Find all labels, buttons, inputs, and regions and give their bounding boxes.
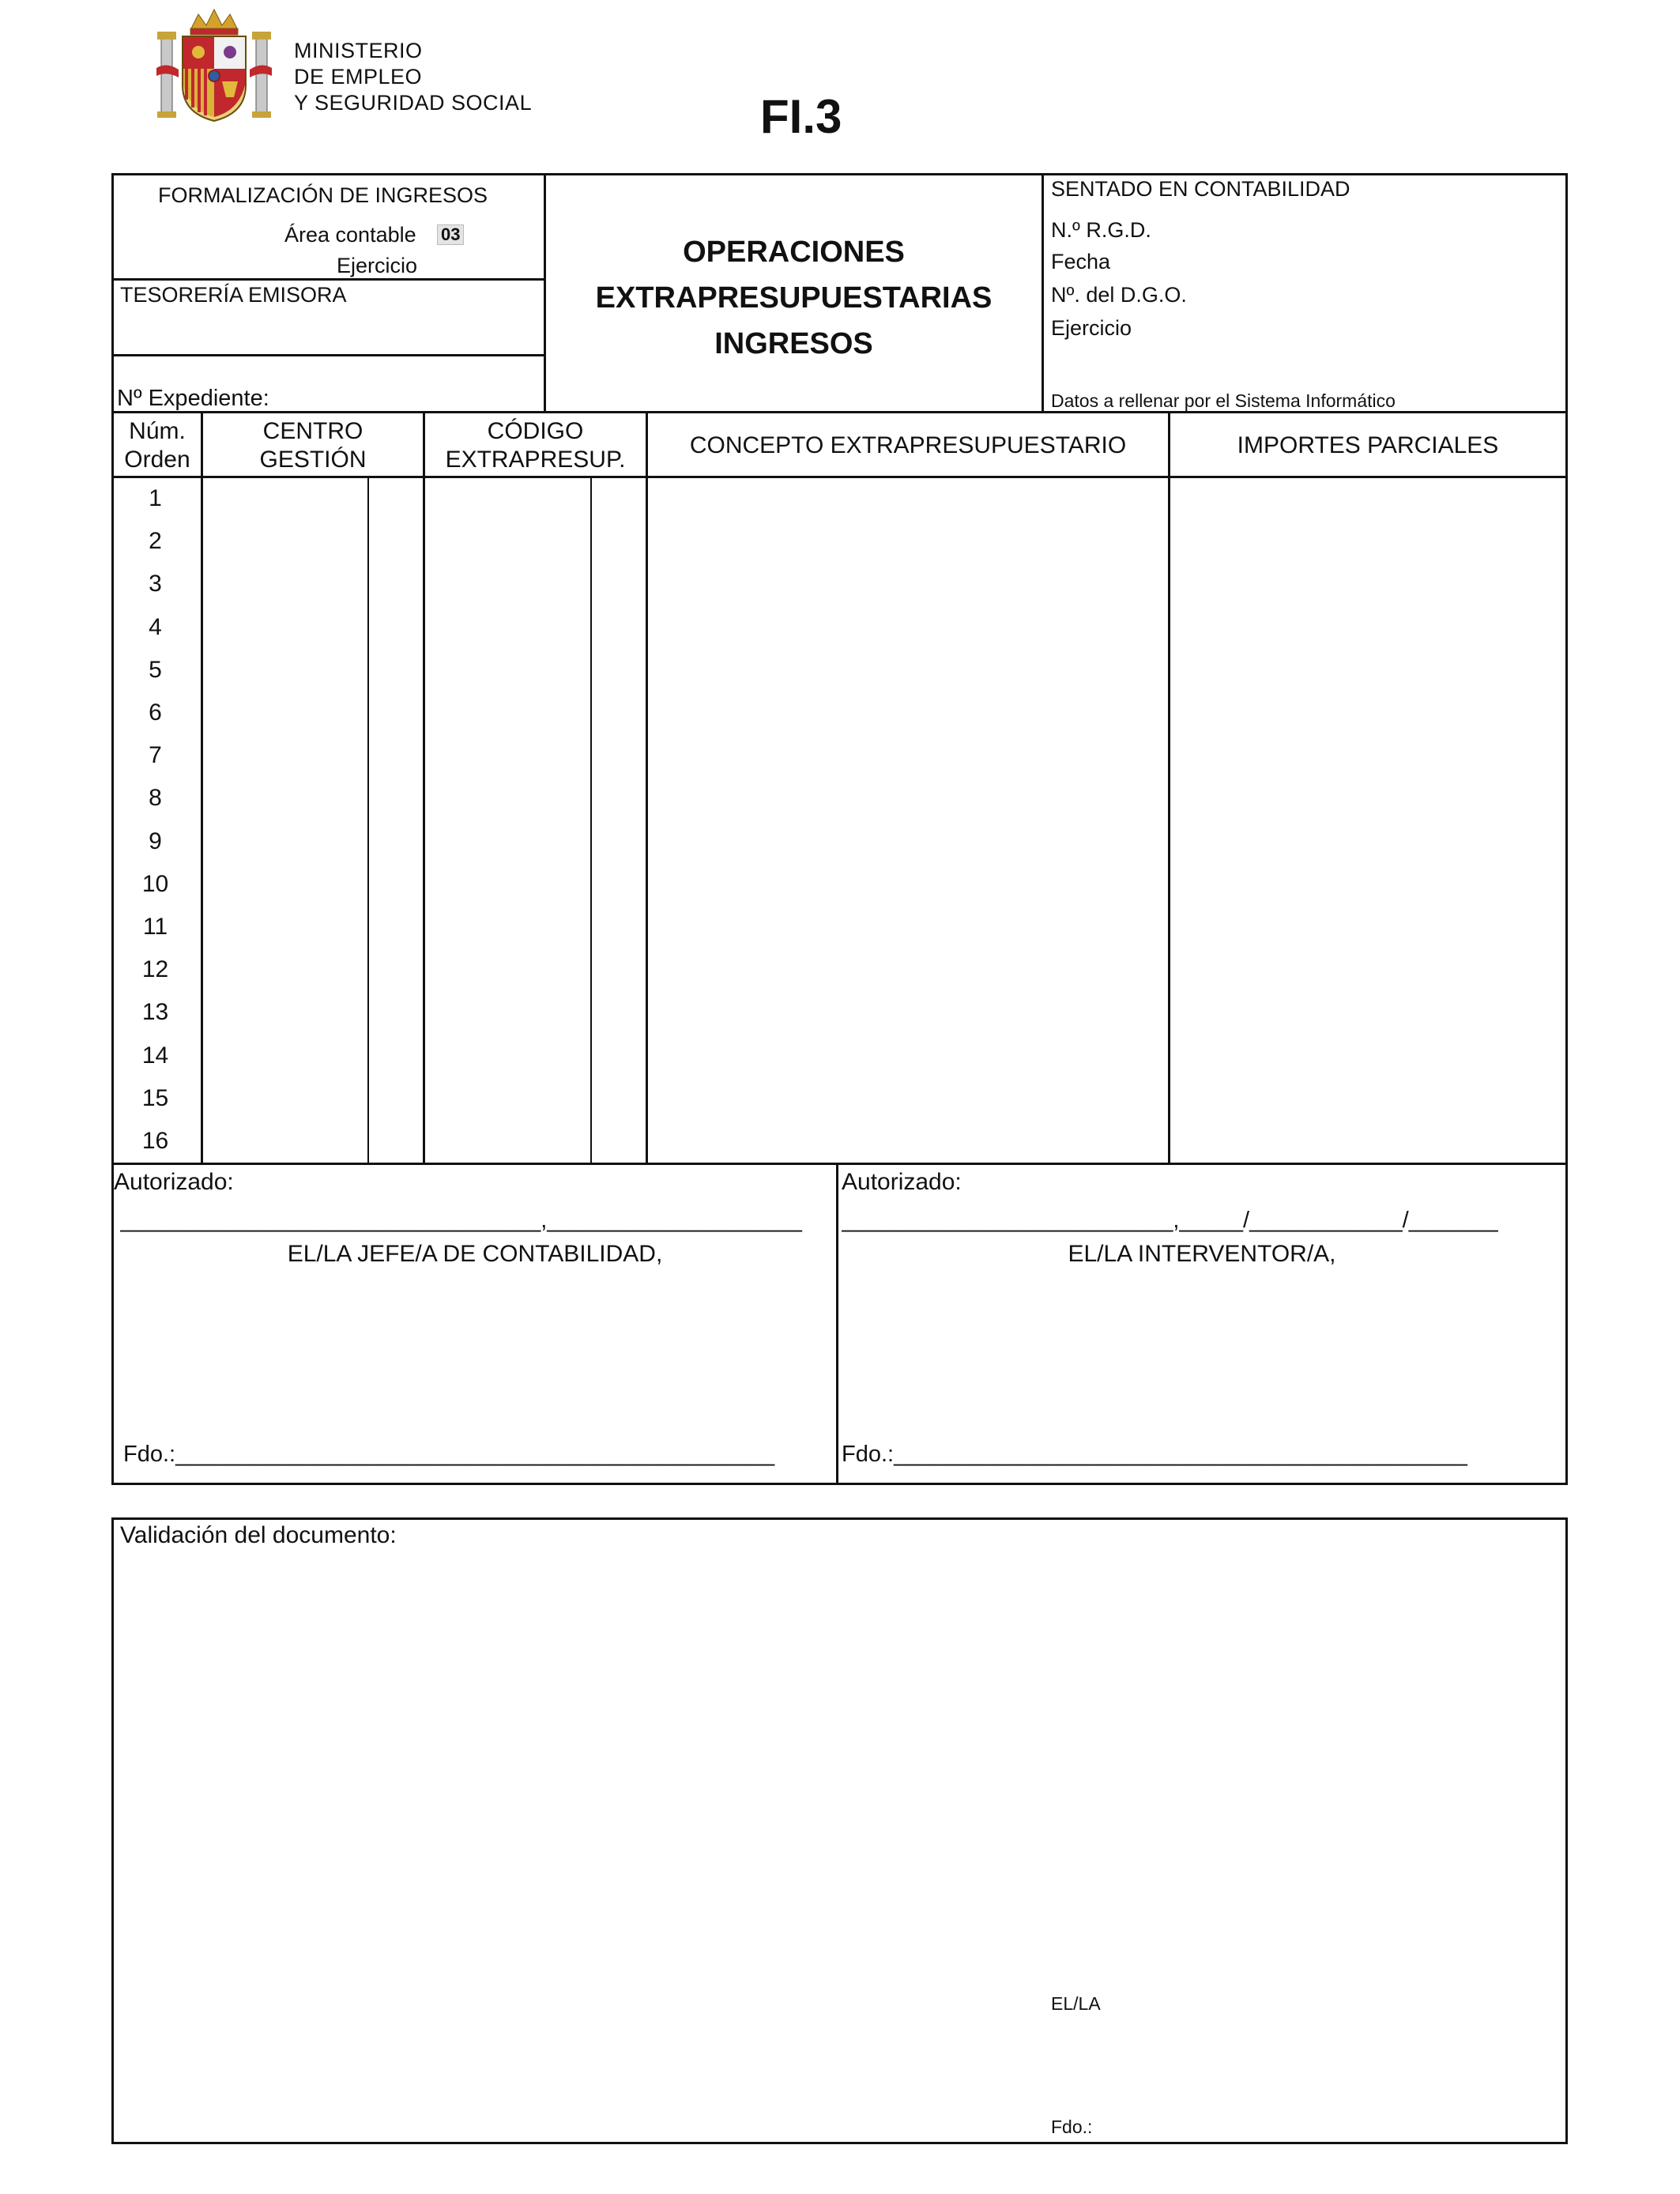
header-line: Núm. [129, 418, 186, 444]
auditor-role: EL/LA INTERVENTOR/A, [1068, 1241, 1336, 1267]
row-number: 11 [142, 914, 168, 940]
accounting-title: SENTADO EN CONTABILIDAD [1051, 177, 1350, 201]
header-line: Orden [124, 447, 190, 473]
row-number: 8 [149, 785, 162, 812]
authorized-left-label: Autorizado: [114, 1169, 234, 1195]
ministry-name [294, 38, 532, 116]
header-line: CENTRO [262, 418, 363, 444]
exercise-label: Ejercicio [1051, 316, 1132, 340]
validation-signature-label: Fdo.: [1051, 2117, 1093, 2137]
row-number: 2 [149, 528, 162, 555]
row-number: 3 [149, 571, 162, 598]
row-number: 13 [141, 999, 169, 1026]
main-title-line: EXTRAPRESUPUESTARIAS [595, 281, 993, 315]
row-number: 7 [149, 742, 162, 769]
dgo-label: Nº. del D.G.O. [1051, 283, 1187, 307]
authorized-right-label: Autorizado: [842, 1169, 962, 1195]
year-label: Ejercicio [337, 254, 418, 277]
system-note: Datos a rellenar por el Sistema Informático [1051, 390, 1396, 411]
ministry-line: Y SEGURIDAD SOCIAL [294, 91, 533, 115]
formalization-title: FORMALIZACIÓN DE INGRESOS [158, 183, 488, 207]
row-number: 4 [149, 613, 162, 640]
ministry-line: DE EMPLEO [294, 65, 423, 89]
row-number: 12 [141, 956, 169, 983]
coat-of-arms-logo [155, 6, 273, 125]
authorized-right-date-line[interactable]: __________________________,_____/____________/_______ [842, 1209, 1498, 1232]
row-number: 10 [141, 870, 169, 897]
row-number: 14 [141, 1042, 169, 1069]
main-title [546, 229, 1042, 367]
right-signature-field[interactable]: Fdo.:_____________________________________________ [842, 1443, 1467, 1466]
date-label: Fecha [1051, 250, 1111, 273]
row-number: 16 [141, 1128, 169, 1154]
row-number: 5 [149, 656, 162, 683]
form-code: FI.3 [760, 90, 842, 143]
authorized-left-date-line[interactable]: _________________________________,____________________ [120, 1209, 802, 1232]
accounting-head-role: EL/LA JEFE/A DE CONTABILIDAD, [287, 1241, 663, 1267]
validation-role: EL/LA [1051, 1993, 1101, 2014]
header-line: GESTIÓN [259, 447, 367, 473]
file-number-label: Nº Expediente: [117, 386, 269, 411]
area-value: 03 [437, 224, 464, 245]
main-title-line: INGRESOS [714, 327, 873, 360]
treasury-label: TESORERÍA EMISORA [120, 283, 347, 307]
header-line: EXTRAPRESUP. [445, 447, 626, 473]
row-number: 1 [149, 485, 162, 511]
row-number: 6 [149, 699, 162, 726]
row-number: 15 [141, 1084, 169, 1111]
left-signature-field[interactable]: Fdo.:_______________________________________________ [123, 1443, 775, 1466]
header-line: CÓDIGO [487, 418, 584, 444]
validation-title: Validación del documento: [120, 1522, 397, 1548]
row-number: 9 [149, 827, 162, 854]
rgd-label: N.º R.G.D. [1051, 218, 1151, 242]
ministry-line: MINISTERIO [294, 39, 423, 62]
header-num-order [114, 417, 201, 474]
header-centro-gestion [203, 417, 423, 474]
main-title-line: OPERACIONES [683, 236, 905, 269]
header-concepto: CONCEPTO EXTRAPRESUPUESTARIO [689, 432, 1127, 458]
area-label: Área contable [284, 223, 416, 247]
header-codigo [425, 417, 646, 474]
header-importes: IMPORTES PARCIALES [1237, 432, 1499, 458]
